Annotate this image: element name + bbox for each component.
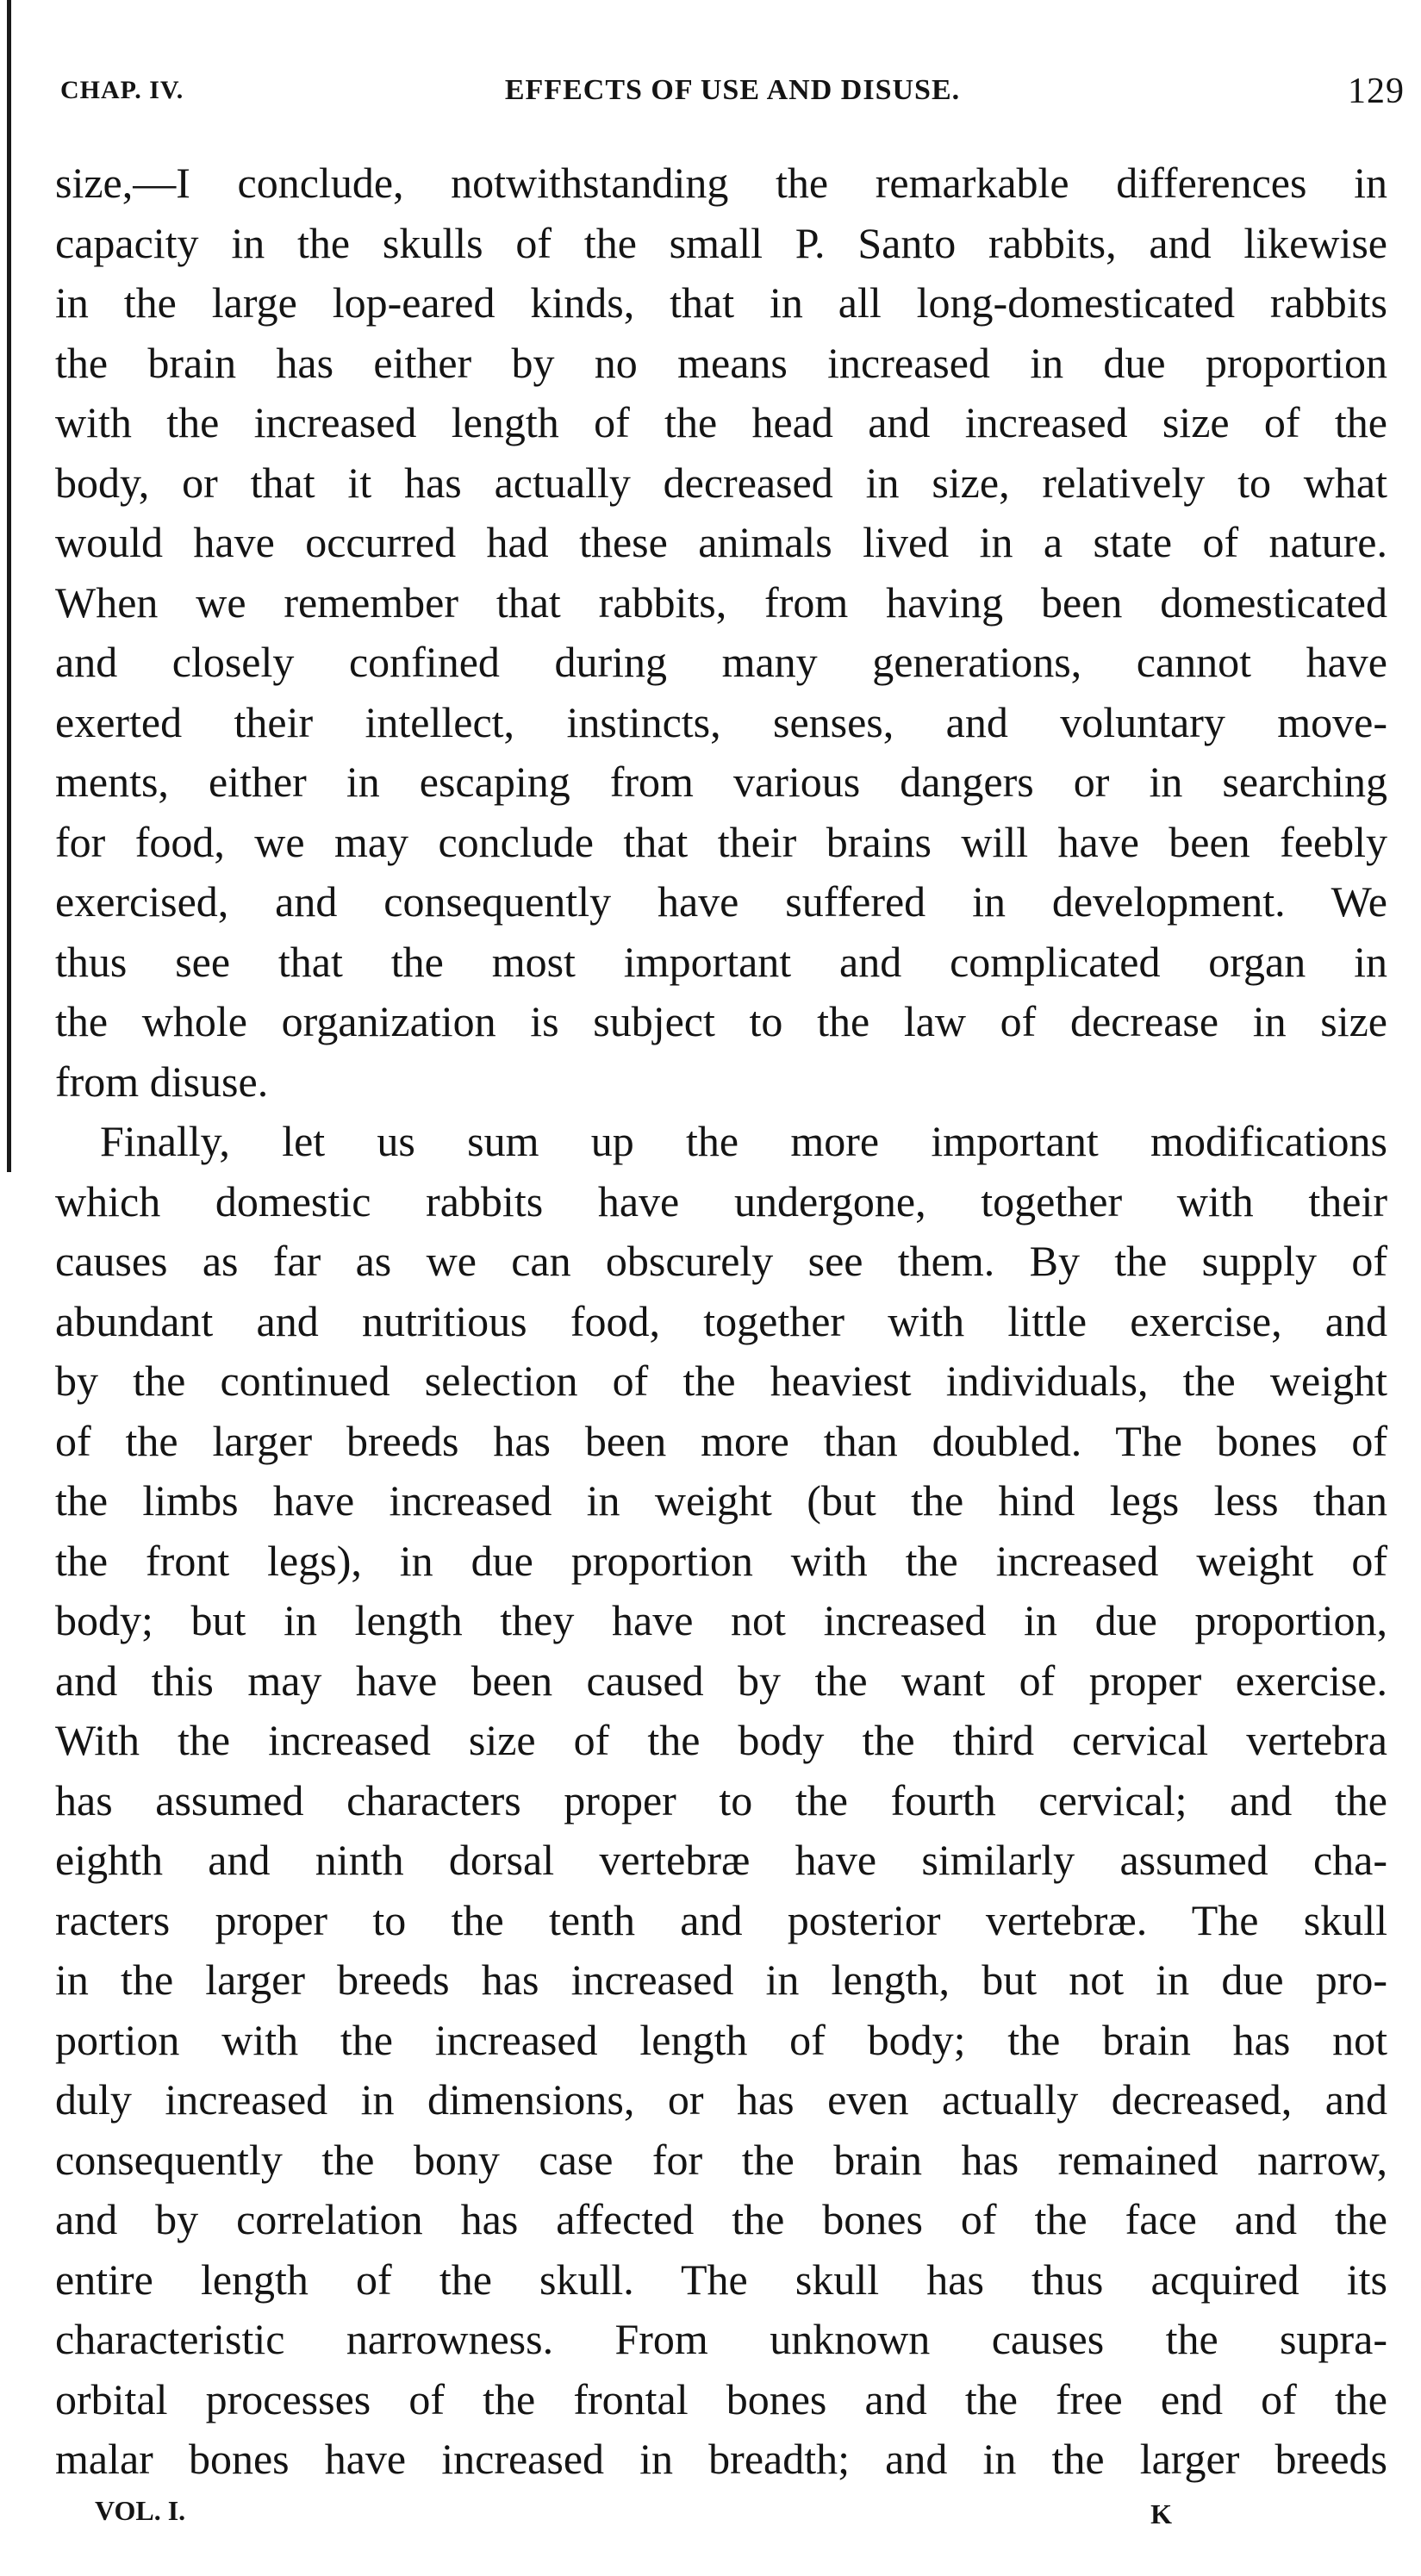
text-line: body; but in length they have not increased in due proportion, (55, 1596, 1387, 1644)
text-line: of the larger breeds has been more than doubled. The bones of (55, 1416, 1387, 1465)
text-line: Finally, let us sum up the more important modifications (100, 1117, 1387, 1165)
text-line: eighth and ninth dorsal vertebræ have similarly assumed cha- (55, 1836, 1387, 1884)
text-line: in the larger breeds has increased in length, but not in due pro- (55, 1955, 1387, 2004)
text-line: entire length of the skull. The skull has thus acquired its (55, 2255, 1387, 2304)
text-line: exercised, and consequently have suffered in development. We (55, 877, 1387, 926)
text-line: consequently the bony case for the brain has remained narrow, (55, 2135, 1387, 2184)
text-line: from disuse. (55, 1057, 269, 1106)
text-line: and by correlation has affected the bones of the face and the (55, 2195, 1387, 2243)
text-line: the limbs have increased in weight (but the hind legs less than (55, 1476, 1387, 1525)
paragraph-1 (55, 153, 1387, 1112)
text-line: in the large lop-eared kinds, that in all long-domesticated rabbits (55, 278, 1387, 327)
running-header (60, 71, 1405, 122)
text-line: the whole organization is subject to the law of decrease in size (55, 997, 1387, 1045)
text-line: body, or that it has actually decreased in size, relatively to what (55, 458, 1387, 507)
text-line: the front legs), in due proportion with the increased weight of (55, 1536, 1387, 1585)
text-line: When we remember that rabbits, from having been domesticated (55, 577, 1387, 627)
text-line: has assumed characters proper to the fourth cervical; and the (55, 1775, 1387, 1824)
signature-mark: K (1150, 2498, 1172, 2529)
text-line: size,—I conclude, notwithstanding the remarkable differences in (55, 159, 1387, 207)
text-line: and this may have been caused by the want of proper exercise. (55, 1656, 1387, 1705)
chapter-title: EFFECTS OF USE AND DISUSE. (504, 74, 961, 106)
text-line: with the increased length of the head and increased size of the (55, 398, 1387, 446)
text-line: and closely confined during many generations, cannot have (55, 638, 1387, 686)
text-line: thus see that the most important and complicated organ in (55, 937, 1387, 986)
paragraph-2 (55, 1112, 1387, 2490)
text-line: abundant and nutritious food, together with little exercise, and (55, 1296, 1387, 1345)
chapter-label: CHAP. IV. (60, 76, 184, 104)
text-line: portion with the increased length of body; the brain has not (55, 2015, 1387, 2064)
page-footer (95, 2495, 1172, 2538)
text-line: ments, either in escaping from various dangers or in searching (55, 758, 1387, 806)
text-line: for food, we may conclude that their brains will have been feebly (55, 817, 1387, 866)
text-line: racters proper to the tenth and posterior vertebræ. The skull (55, 1895, 1387, 1944)
text-line: With the increased size of the body the third cervical vertebra (55, 1716, 1387, 1764)
body-text (55, 153, 1387, 2490)
page-edge-rule (7, 0, 11, 1172)
text-line: capacity in the skulls of the small P. Santo rabbits, and likewise (55, 218, 1387, 267)
text-line: characteristic narrowness. From unknown causes the supra- (55, 2315, 1387, 2363)
text-line: causes as far as we can obscurely see them. By the supply of (55, 1237, 1387, 1285)
text-line: the brain has either by no means increased in due proportion (55, 338, 1387, 387)
text-line: duly increased in dimensions, or has even actually decreased, and (55, 2075, 1387, 2124)
text-line: which domestic rabbits have undergone, together with their (55, 1176, 1387, 1226)
volume-label: VOL. I. (95, 2495, 186, 2526)
text-line: exerted their intellect, instincts, senses, and voluntary move- (55, 697, 1387, 746)
text-line: would have occurred had these animals lived in a state of nature. (55, 518, 1387, 566)
text-line: by the continued selection of the heaviest individuals, the weight (55, 1357, 1387, 1405)
text-line: malar bones have increased in breadth; and in the larger breeds (55, 2435, 1387, 2483)
text-line: orbital processes of the frontal bones and the free end of the (55, 2374, 1387, 2423)
page-number: 129 (1348, 72, 1405, 111)
